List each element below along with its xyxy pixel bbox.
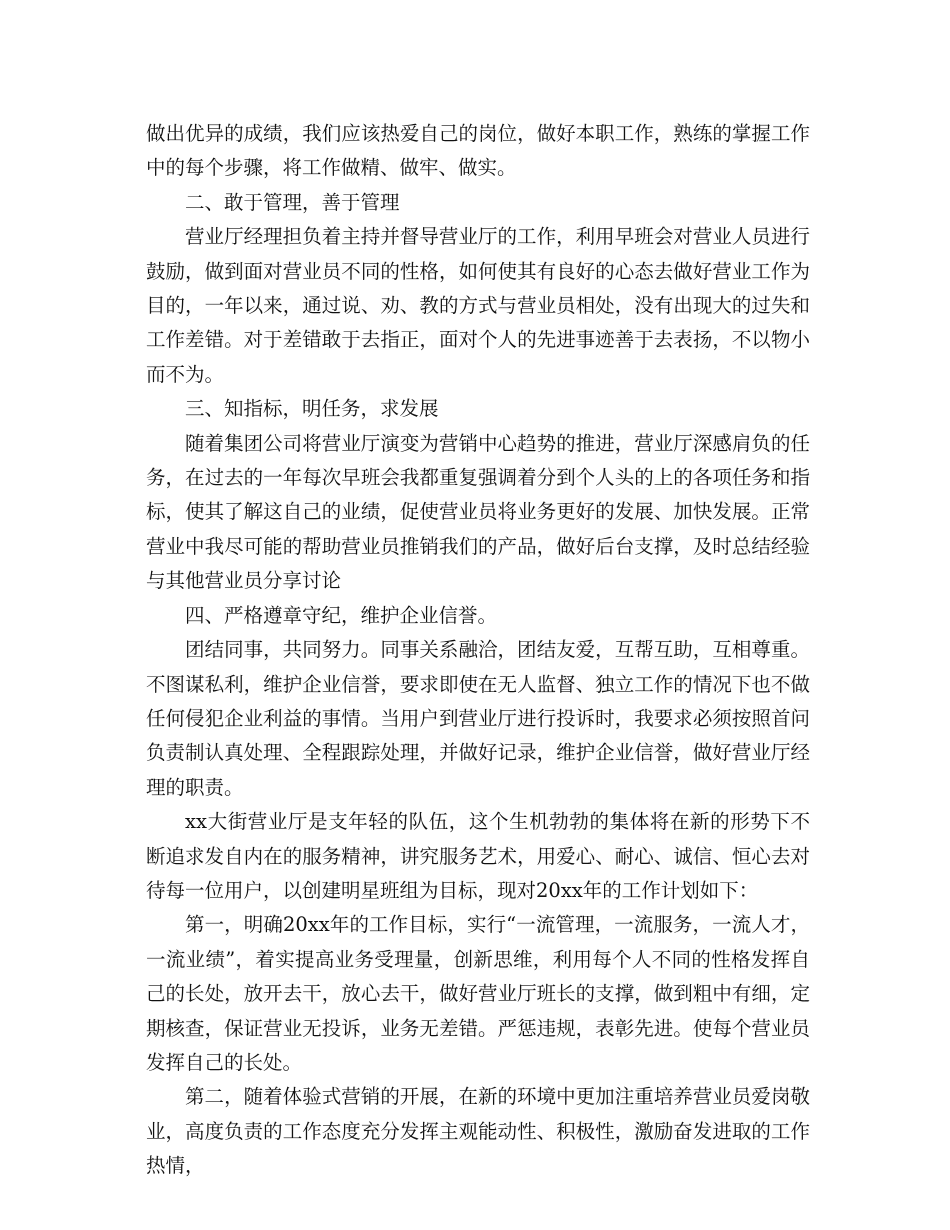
paragraph: 营业厅经理担负着主持并督导营业厅的工作，利用早班会对营业人员进行鼓励，做到面对营业员不同的性格，如何使其有良好的心态去做好营业工作为目的，一年以来，通过说、劝、教的方式与营业员相处，没有出现大的过失和工作差错。对于差错敢于去指正，面对个人的先进事迹善于去表扬，不以物小而不为。 [146,225,810,386]
section-heading-3: 三、知指标，明任务，求发展 [185,397,439,421]
document-page [146,117,810,1184]
section-heading-4: 四、严格遵章守纪，维护企业信誉。 [185,603,498,627]
section-heading-2: 二、敢于管理，善于管理 [185,190,400,214]
paragraph: 随着集团公司将营业厅演变为营销中心趋势的推进，营业厅深感肩负的任务，在过去的一年每次早班会我都重复强调着分到个人头的上的各项任务和指标，使其了解这自己的业绩，促使营业员将业务更好的发展、加快发展。正常营业中我尽可能的帮助营业员推销我们的产品，做好后台支撑，及时总结经验与其他营业员分享讨论 [146,431,810,593]
paragraph-continued: 做出优异的成绩，我们应该热爱自己的岗位，做好本职工作，熟练的掌握工作中的每个步骤，将工作做精、做牢、做实。 [146,122,810,180]
paragraph: 第二，随着体验式营销的开展，在新的环境中更加注重培养营业员爱岗敬业，高度负责的工作态度充分发挥主观能动性、积极性，激励奋发进取的工作热情， [146,1085,810,1178]
paragraph: 第一，明确20xx年的工作目标，实行“一流管理，一流服务，一流人才，一流业绩”，着实提高业务受理量，创新思维，利用每个人不同的性格发挥自己的长处，放开去干，放心去干，做好营业厅班长的支撑，做到粗中有细，定期核查，保证营业无投诉，业务无差错。严惩违规，表彰先进。使每个营业员发挥自己的长处。 [146,913,810,1074]
paragraph: 团结同事，共同努力。同事关系融洽，团结友爱，互帮互助，互相尊重。不图谋私利，维护企业信誉，要求即使在无人监督、独立工作的情况下也不做任何侵犯企业利益的事情。当用户到营业厅进行投诉时，我要求必须按照首问负责制认真处理、全程跟踪处理，并做好记录，维护企业信誉，做好营业厅经理的职责。 [146,638,810,799]
paragraph: xx大街营业厅是支年轻的队伍，这个生机勃勃的集体将在新的形势下不断追求发自内在的服务精神，讲究服务艺术，用爱心、耐心、诚信、恒心去对待每一位用户，以创建明星班组为目标，现对20xx年的工作计划如下： [146,810,810,902]
